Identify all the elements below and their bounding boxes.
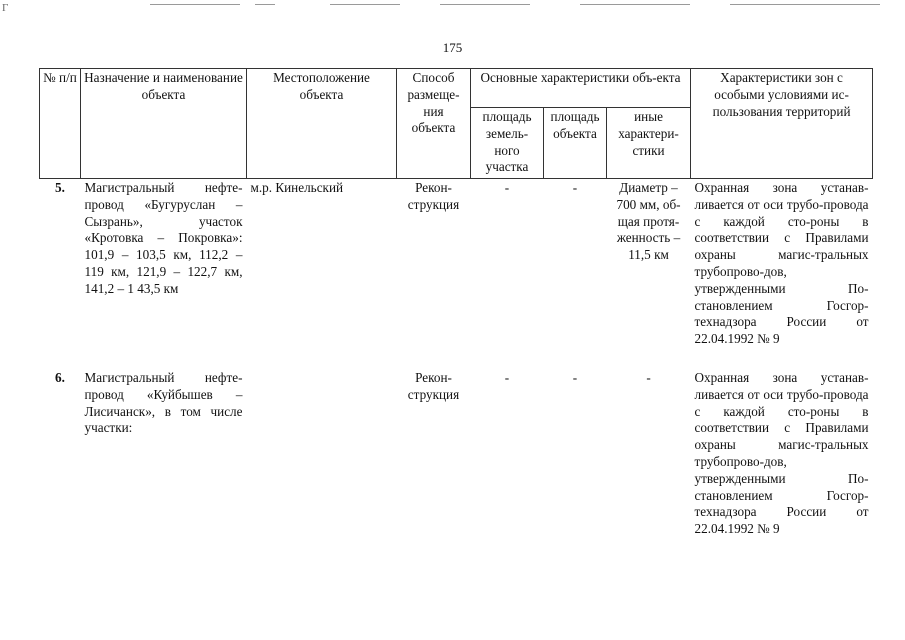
objects-table	[39, 68, 873, 538]
object-area: -	[572, 180, 578, 195]
row-number: 5.	[55, 180, 65, 195]
header-name: Назначение и наименование объекта	[81, 69, 247, 179]
header-method: Способ размеще-ния объекта	[397, 69, 471, 179]
zone-characteristics: Охранная зона устанав-ливается от оси трубо-провода с каждой сто-роны в соответствии с Правилами охраны магис-тральных трубопрово-дов, утвержденными По-становлением Госгор-технадзора России от 22.04.1992 № 9	[694, 180, 869, 347]
row-number: 6.	[55, 369, 65, 385]
header-object-area: площадь объекта	[544, 108, 607, 179]
object-location: м.р. Кинельский	[250, 180, 344, 195]
row-spacer	[40, 348, 873, 370]
scan-line	[440, 4, 530, 5]
object-name: Магистральный нефте-провод «Бугуруслан – Сызрань», участок «Кротовка – Покровка»: 101,9 – 103,5 км, 112,2 – 119 км, 121,9 – 122,7 км, 141,2 – 1 43,5 км	[84, 180, 243, 296]
page-number: 175	[442, 40, 463, 55]
placement-method: Рекон-струкция	[407, 369, 460, 402]
header-num: № п/п	[40, 69, 81, 179]
placement-method: Рекон-струкция	[407, 180, 460, 212]
object-name: Магистральный нефте-провод «Куйбышев – Лисичанск», в том числе участки:	[84, 369, 243, 436]
scan-line	[150, 4, 240, 5]
scan-mark: Г	[2, 2, 9, 14]
scan-line	[330, 4, 400, 5]
object-location	[247, 370, 397, 538]
scan-line	[255, 4, 275, 5]
header-location: Местоположение объекта	[247, 69, 397, 179]
scan-line	[730, 4, 880, 5]
other-characteristics: Диаметр – 700 мм, об-щая протя-женность – 11,5 км	[616, 180, 681, 263]
header-zones: Характеристики зон с особыми условиями ис-пользования территорий	[691, 69, 873, 179]
header-main-characteristics: Основные характеристики объ-екта	[471, 69, 691, 108]
land-area: -	[504, 369, 510, 385]
scan-line	[580, 4, 690, 5]
table-row	[40, 370, 873, 538]
header-other-characteristics: иные характери-стики	[607, 108, 691, 179]
other-characteristics: -	[646, 369, 651, 385]
zone-characteristics: Охранная зона устанав-ливается от оси трубо-провода с каждой сто-роны в соответствии с Правилами охраны магис-тральных трубопрово-дов, утвержденными По-становлением Госгор-технадзора России от 22.04.1992 № 9	[694, 369, 869, 537]
header-land-area: площадь земель-ного участка	[471, 108, 544, 179]
land-area: -	[504, 180, 510, 195]
table-row	[40, 179, 873, 348]
object-area: -	[572, 369, 578, 385]
